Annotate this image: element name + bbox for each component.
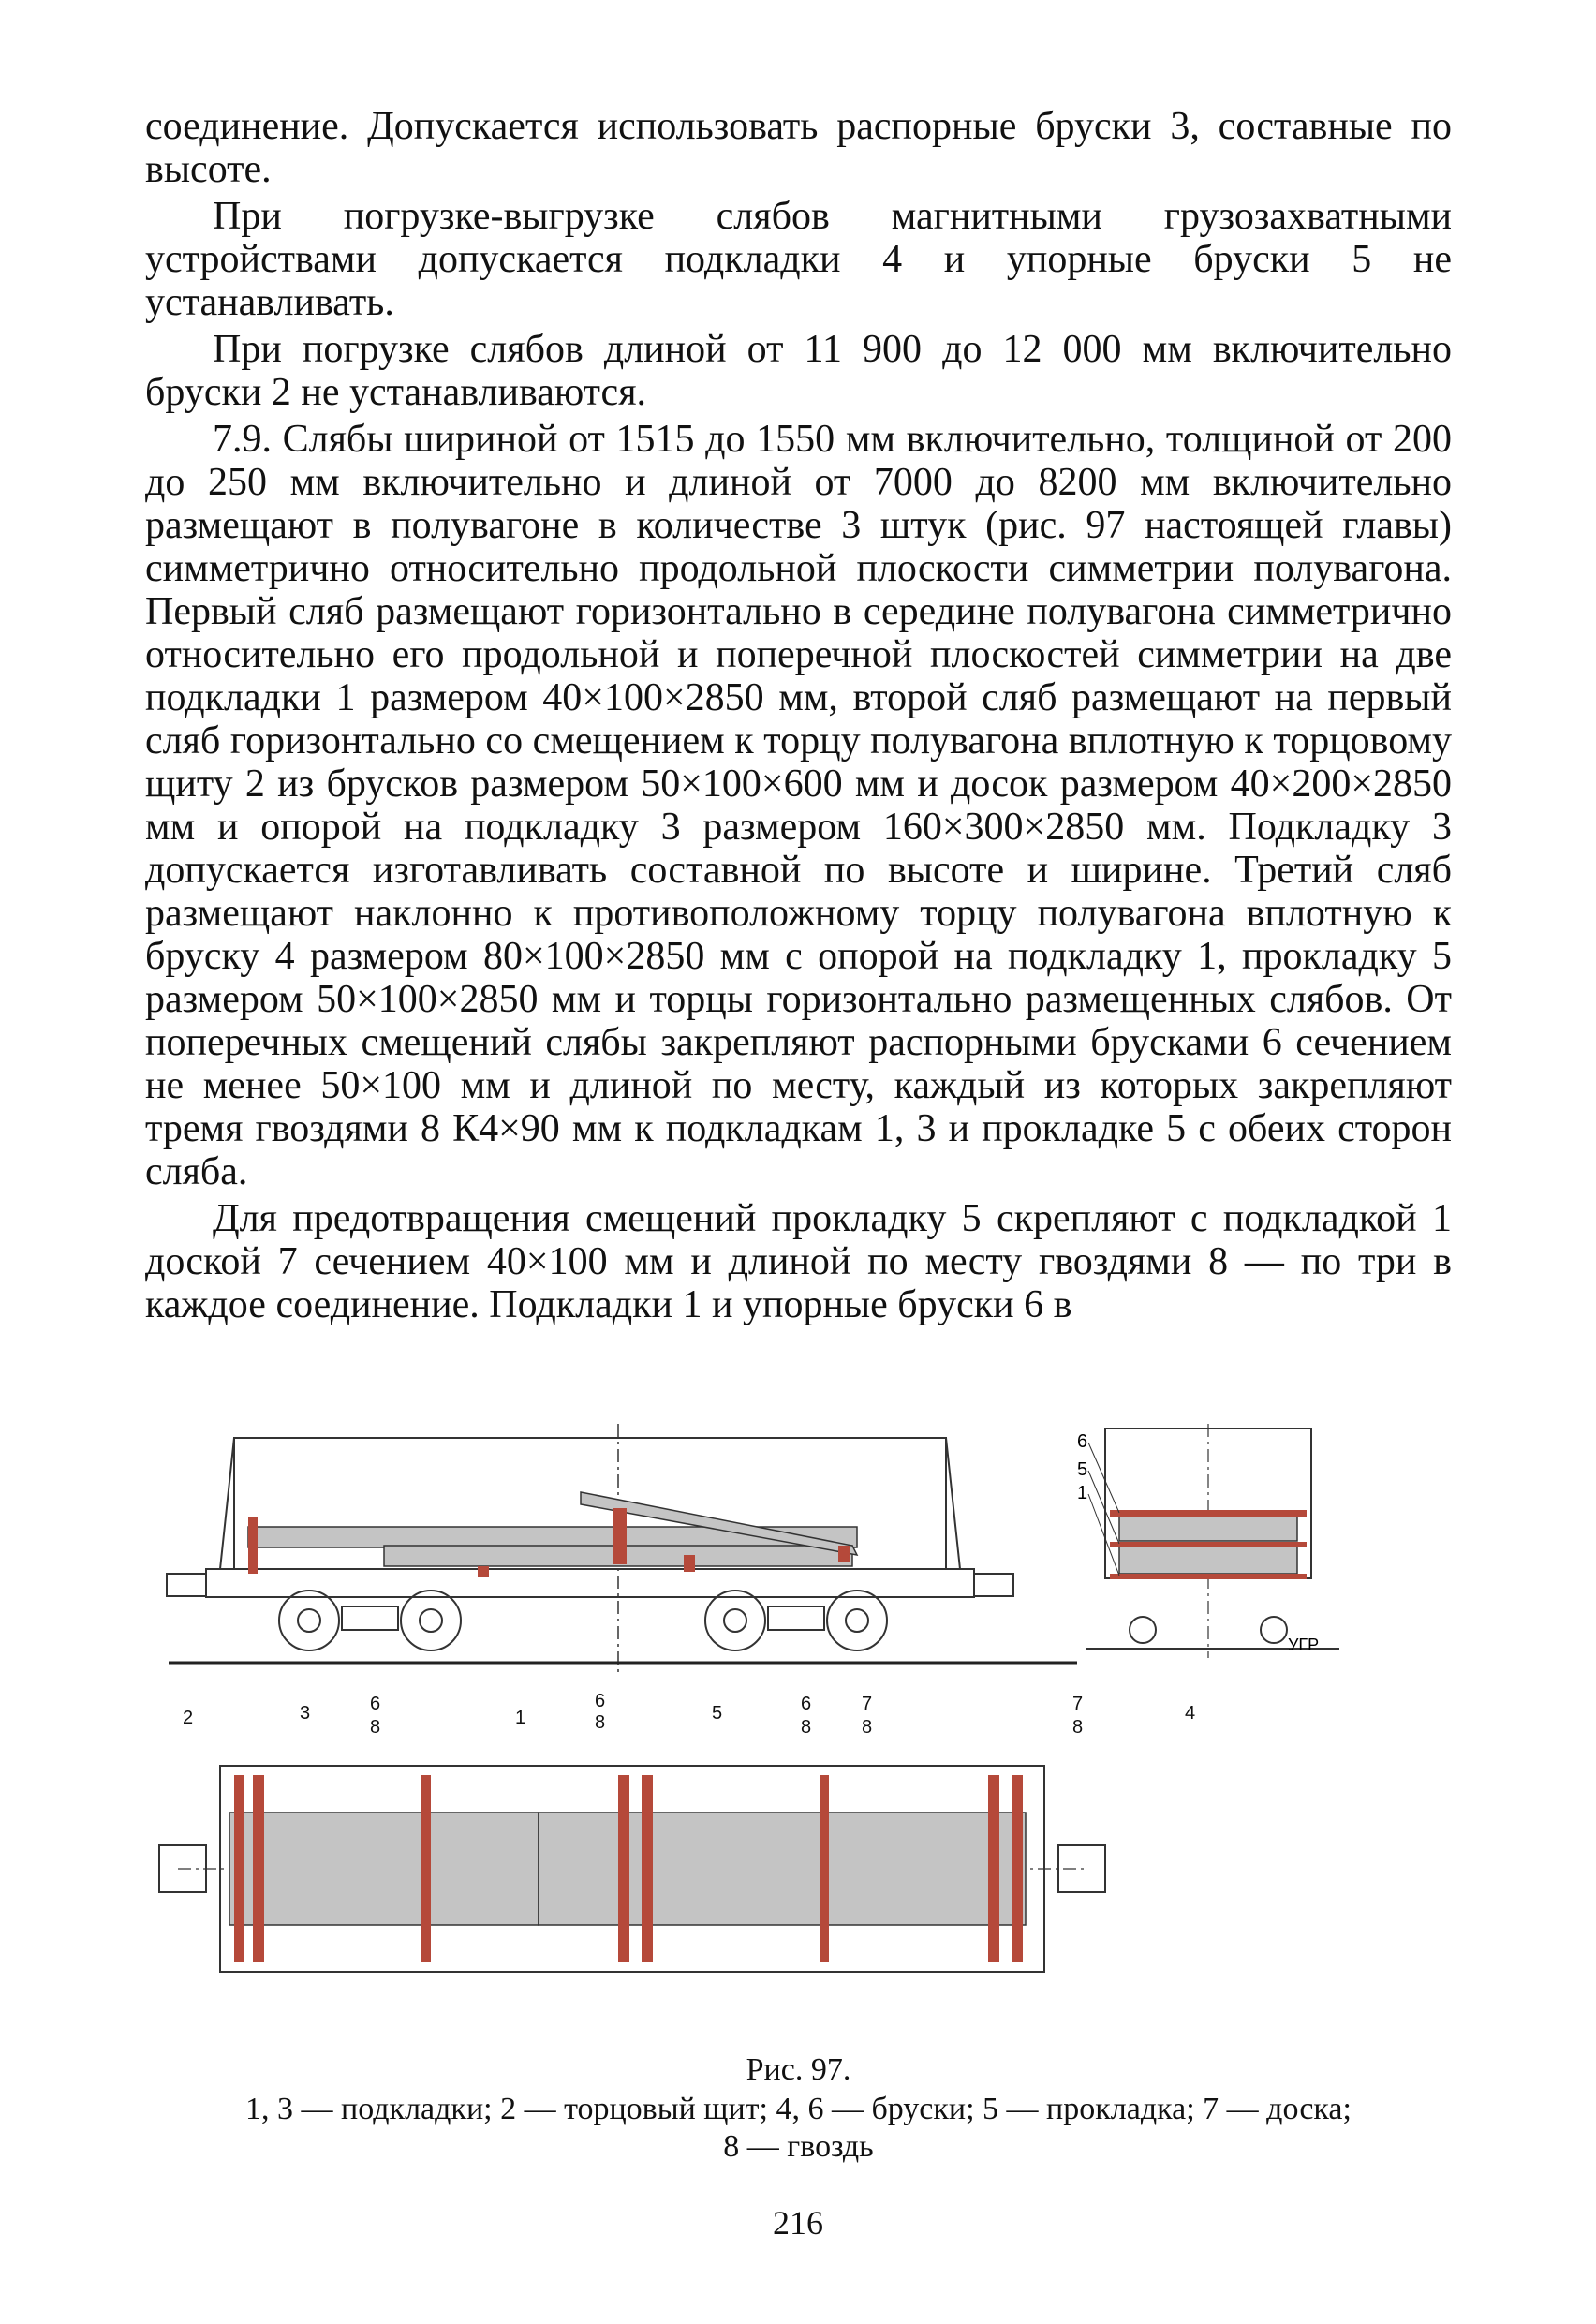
callout-8b: 8 <box>595 1712 606 1733</box>
end-spacer-6 <box>1110 1510 1307 1517</box>
bearer-side-b <box>684 1555 695 1572</box>
figure-title: Рис. 97. <box>746 2052 851 2087</box>
figure-drawing <box>140 1405 1461 2014</box>
end-bearer-1 <box>1110 1574 1307 1579</box>
callout-7a: 7 <box>862 1694 873 1714</box>
end-label-1: 1 <box>1077 1483 1088 1503</box>
figure-legend: 1, 3 — подкладки; 2 — торцовый щит; 4, 6 — бруски; 5 — прокладка; 7 — доска; <box>245 2092 1352 2126</box>
paragraph-continuation: соединение. Допускается использовать распорные бруски 3, составные по высоте. <box>145 105 1452 191</box>
body-text <box>145 105 1452 1330</box>
callout-4: 4 <box>1185 1703 1196 1724</box>
callout-8c: 8 <box>801 1717 812 1738</box>
spacer-side <box>613 1508 627 1564</box>
callout-8d: 8 <box>862 1717 873 1738</box>
top-view <box>159 1766 1105 1972</box>
callout-2: 2 <box>183 1708 194 1728</box>
paragraph-slab-length: При погрузке слябов длиной от 11 900 до 12 000 мм включительно бруски 2 не устанавливаются. <box>145 328 1452 414</box>
figure-97 <box>140 1405 1461 2014</box>
figure-legend-continued: 8 — гвоздь <box>723 2129 874 2164</box>
paragraph-magnetic-loading: При погрузке-выгрузке слябов магнитными грузозахватными устройствами допускается подкладки 4 и упорные бруски 5 не устанавливать. <box>145 195 1452 324</box>
callout-6a: 6 <box>370 1694 381 1714</box>
side-view <box>167 1424 1077 1677</box>
end-slab-bottom <box>1119 1546 1297 1574</box>
end-label-5: 5 <box>1077 1459 1088 1480</box>
end-shield-2 <box>248 1517 258 1574</box>
paragraph-displacement: Для предотвращения смещений прокладку 5 скрепляют с подкладкой 1 доской 7 сечением 40×100 мм и длиной по месту гвоздями 8 — по три в каждое соединение. Подкладки 1 и упорные бруски 6 в <box>145 1197 1452 1326</box>
callout-6c: 6 <box>801 1694 812 1714</box>
coupler-right <box>974 1574 1013 1596</box>
callouts <box>183 1691 1195 1738</box>
end-label-6: 6 <box>1077 1431 1088 1452</box>
bearer-side-a <box>478 1566 489 1577</box>
end-liner-5 <box>1110 1542 1307 1547</box>
top-slab-a <box>229 1813 539 1925</box>
callout-1: 1 <box>515 1708 526 1728</box>
callout-8e: 8 <box>1072 1717 1084 1738</box>
end-view <box>1077 1424 1339 1658</box>
top-slab-b <box>539 1813 1026 1925</box>
page-number: 216 <box>773 2204 823 2242</box>
callout-7b: 7 <box>1072 1694 1084 1714</box>
bar-4-side <box>838 1546 850 1562</box>
callout-3: 3 <box>300 1703 311 1724</box>
callout-5: 5 <box>712 1703 723 1724</box>
callout-8a: 8 <box>370 1717 381 1738</box>
coupler-left <box>167 1574 206 1596</box>
callout-6b: 6 <box>595 1691 606 1711</box>
bogies <box>279 1591 887 1650</box>
ugr-label: УГР <box>1288 1636 1320 1654</box>
paragraph-7-9: 7.9. Слябы шириной от 1515 до 1550 мм включительно, толщиной от 200 до 250 мм включительно и длиной от 7000 до 8200 мм включительно размещают в полувагоне в количестве 3 штук (рис. 97 настоящей главы) симметрично относительно продольной плоскости симметрии полувагона. Первый сляб размещают горизонтально в середине полувагона симметрично относительно его продольной и поперечной плоскостей симметрии на две подкладки 1 размером 40×100×2850 мм, второй сляб размещают на первый сляб горизонтально со смещением к торцу полувагона вплотную к торцовому щиту 2 из брусков размером 50×100×600 мм и досок размером 40×200×2850 мм и опорой на подкладку 3 размером 160×300×2850 мм. Подкладку 3 допускается изготавливать составной по высоте и ширине. Третий сляб размещают наклонно к противоположному торцу полувагона вплотную к бруску 4 размером 80×100×2850 мм с опорой на подкладку 1, прокладку 5 размером 50×100×2850 мм и торцы горизонтально размещенных слябов. От поперечных смещений слябы закрепляют распорными брусками 6 сечением не менее 50×100 мм и длиной по месту, каждый из которых закрепляют тремя гвоздями 8 К4×90 мм к подкладкам 1, 3 и прокладке 5 с обеих сторон сляба. <box>145 418 1452 1193</box>
